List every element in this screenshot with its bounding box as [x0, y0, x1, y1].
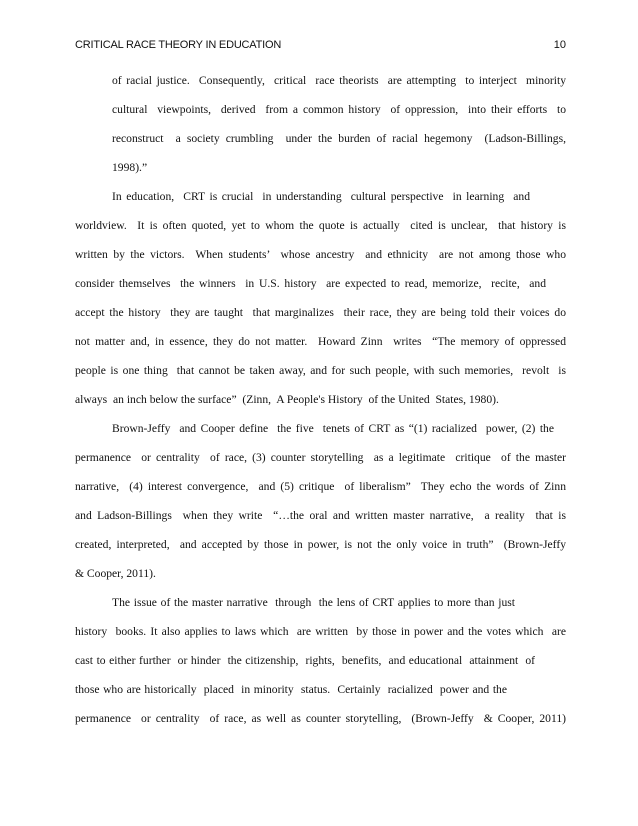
body-line: people is one thing that cannot be taken away, and for such people, with such memories, revolt is	[75, 364, 566, 377]
running-head: CRITICAL RACE THEORY IN EDUCATION	[75, 39, 282, 51]
paragraph-first-line: In education, CRT is crucial in understanding cultural perspective in learning and	[112, 190, 530, 203]
body-line: history books. It also applies to laws which are written by those in power and the votes which are	[75, 625, 566, 638]
body-line: reconstruct a society crumbling under the burden of racial hegemony (Ladson-Billings,	[112, 132, 566, 145]
paragraph-first-line: The issue of the master narrative through the lens of CRT applies to more than just	[112, 596, 515, 609]
page-number: 10	[553, 39, 566, 51]
body-line: & Cooper, 2011).	[75, 567, 156, 580]
paragraph-first-line: Brown-Jeffy and Cooper define the five tenets of CRT as “(1) racialized power, (2) the	[112, 422, 554, 435]
body-line: accept the history they are taught that marginalizes their race, they are being told their voices do	[75, 306, 566, 319]
body-line: always an inch below the surface” (Zinn, A People's History of the United States, 1980).	[75, 393, 499, 406]
body-line: worldview. It is often quoted, yet to whom the quote is actually cited is unclear, that history is	[75, 219, 566, 232]
body-line: written by the victors. When students’ whose ancestry and ethnicity are not among those who	[75, 248, 566, 261]
body-line: 1998).”	[112, 161, 148, 174]
body-line: consider themselves the winners in U.S. history are expected to read, memorize, recite, and	[75, 277, 546, 290]
body-line: permanence or centrality of race, (3) counter storytelling as a legitimate critique of the master	[75, 451, 566, 464]
body-line: cast to either further or hinder the citizenship, rights, benefits, and educational attainment of	[75, 654, 535, 667]
body-line: cultural viewpoints, derived from a common history of oppression, into their efforts to	[112, 103, 566, 116]
body-line: of racial justice. Consequently, critical race theorists are attempting to interject minority	[112, 74, 566, 87]
body-line: permanence or centrality of race, as well as counter storytelling, (Brown-Jeffy & Cooper, 2011)	[75, 712, 566, 725]
body-line: not matter and, in essence, they do not matter. Howard Zinn writes “The memory of oppressed	[75, 335, 566, 348]
body-line: those who are historically placed in minority status. Certainly racialized power and the	[75, 683, 507, 696]
body-line: narrative, (4) interest convergence, and (5) critique of liberalism” They echo the words of Zinn	[75, 480, 566, 493]
body-line: created, interpreted, and accepted by those in power, is not the only voice in truth” (Brown-Jeffy	[75, 538, 566, 551]
body-line: and Ladson-Billings when they write “…the oral and written master narrative, a reality that is	[75, 509, 566, 522]
